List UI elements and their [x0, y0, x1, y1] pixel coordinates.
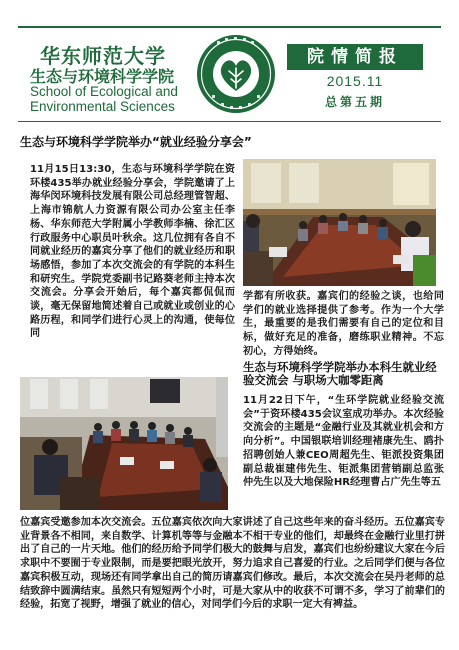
- header-bottom-rule: [18, 121, 441, 122]
- article1-title: 生态与环境科学学院举办“就业经验分享会”: [20, 135, 252, 149]
- article2-paragraph-2: 位嘉宾受邀参加本次交流会。五位嘉宾依次向大家讲述了自己这些年来的奋斗经历。五位嘉宾专业背景各不相同，来自数学、计算机等等与金融本不相干专业的他们，却最终在金融行业里打拼出了自己的一片天地。他们的经历给予同学们极大的鼓舞与启发，嘉宾们也纷纷建议大家在今后求职中不要囿于专业限制，而是要把眼光放开，努力追求自己喜爱的行业。之后同学们便与各位嘉宾积极互动，现场还有同学拿出自己的简历请嘉宾们修改。最后，本次交流会在吴丹老师的总结致辞中圆满结束。虽然只有短短两个小时，可是大家从中的收获不可谓不多，学习了前辈们的经验，拓宽了视野，增强了就业的信心，对同学们今后的求职一定大有裨益。: [20, 517, 445, 611]
- header-top-rule: [18, 26, 441, 28]
- university-name-cn: 华东师范大学: [40, 44, 166, 68]
- article2-title: 生态与环境科学学院举办本科生就业经验交流会 与职场大咖零距离: [243, 360, 437, 387]
- article1-paragraph-2: 学都有所收获。嘉宾们的经验之谈，也给同学们的就业选择提供了参考。作为一个大学生，最重要的是我们需要有自己的定位和目标，做好充足的准备，磨练职业精神。不忘初心，方得始终。: [243, 291, 444, 357]
- bulletin-banner-title: 院情简报: [287, 44, 423, 70]
- article2-photo: [20, 377, 228, 510]
- school-name-en: [30, 84, 178, 114]
- article1-photo: [243, 159, 436, 286]
- school-name-cn: 生态与环境科学学院: [30, 67, 175, 86]
- university-seal-icon: [195, 33, 277, 115]
- school-name-en-line1: School of Ecological and: [30, 84, 178, 99]
- issue-date: 2015.11: [326, 73, 384, 89]
- article1-paragraph-1: 11月15日13:30，生态与环境科学学院在资环楼435举办就业经验分享会，学院邀请了上海华闵环境科技发展有限公司总经理管智超、上海市锦航人力资源有限公司办公室主任李杨、华东师范大学附属小学教师李楠、徐汇区行政服务中心职员叶秋余。这几位拥有各自不同就业经历的嘉宾分享了他们的就业经历和职场感悟，参加了本次交流会的有学院的本科生和研究生。学院党委副书记路葵老师主持本次交流会。分享会开始后，每个嘉宾都侃侃而谈，毫无保留地简述着自己或就业或创业的心路历程，和同学们进行心灵上的沟通，使每位同: [30, 164, 235, 340]
- issue-number: 总第五期: [324, 95, 385, 109]
- school-name-en-line2: Environmental Sciences: [30, 99, 175, 114]
- article2-paragraph-1: 11月22日下午，“生环学院就业经验交流会”于资环楼435会议室成功举办。本次经验交流会的主题是“金融行业及其就业机会和方向分析”。中国银联培训经理褚康先生、鸥扑招聘创始人兼CEO周超先生、钜派投资集团副总裁崔建伟先生、钜派集团营销副总监张仲先生以及大地保险HR经理曹占广先生等五: [243, 395, 444, 489]
